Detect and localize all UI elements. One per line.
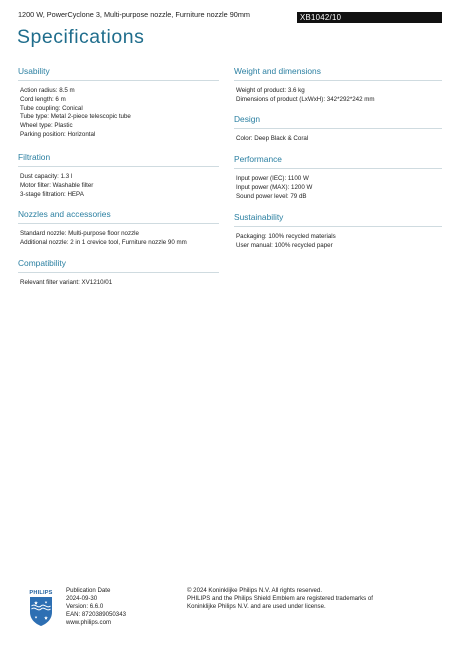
- trademark-line: PHILIPS and the Philips Shield Emblem are registered trademarks of: [187, 595, 373, 602]
- copyright-line: © 2024 Koninklijke Philips N.V. All rights reserved.: [187, 587, 323, 594]
- spec-item: Motor filter: Washable filter: [20, 181, 94, 189]
- section-divider: [234, 226, 442, 227]
- section-title: Usability: [18, 66, 50, 76]
- trademark-line: Koninklijke Philips N.V. and are used under license.: [187, 603, 326, 610]
- spec-item: 3-stage filtration: HEPA: [20, 190, 84, 198]
- spec-item: Input power (IEC): 1100 W: [236, 175, 309, 182]
- publication-date-label: Publication Date: [66, 587, 111, 594]
- page-title: Specifications: [17, 26, 145, 48]
- spec-item: Standard nozzle: Multi-purpose floor nozzle: [20, 230, 140, 237]
- section-weight-and-dimensions: [234, 66, 442, 105]
- spec-list: [234, 135, 442, 144]
- spec-item: User manual: 100% recycled paper: [236, 241, 333, 249]
- section-compatibility: [18, 258, 219, 288]
- section-title: Sustainability: [234, 212, 284, 222]
- spec-item: Tube type: Metal 2-piece telescopic tube: [20, 113, 131, 121]
- ean-code: EAN: 8720389050343: [66, 611, 126, 618]
- spec-item: Parking position: Horizontal: [20, 130, 96, 138]
- section-divider: [234, 128, 442, 129]
- logo-wordmark: PHILIPS: [29, 590, 53, 596]
- spec-item: Wheel type: Plastic: [20, 122, 73, 130]
- spec-item: Input power (MAX): 1200 W: [236, 183, 313, 191]
- section-divider: [18, 80, 219, 81]
- section-title: Compatibility: [18, 258, 66, 268]
- section-sustainability: [234, 212, 442, 251]
- spec-list: [18, 173, 219, 199]
- publication-info: [66, 587, 126, 627]
- spec-item: Color: Deep Black & Coral: [236, 135, 309, 142]
- spec-list: [234, 87, 442, 105]
- spec-list: [234, 233, 442, 251]
- section-title: Performance: [234, 154, 282, 164]
- spec-item: Cord length: 6 m: [20, 95, 66, 103]
- section-filtration: [18, 152, 219, 199]
- product-description: 1200 W, PowerCyclone 3, Multi-purpose nozzle, Furniture nozzle 90mm: [18, 10, 250, 19]
- spec-item: Weight of product: 3.6 kg: [236, 87, 305, 94]
- section-divider: [234, 80, 442, 81]
- spec-item: Sound power level: 79 dB: [236, 192, 307, 200]
- spec-list: [234, 175, 442, 201]
- header-bar: [18, 9, 442, 23]
- section-divider: [234, 168, 442, 169]
- section-design: [234, 114, 442, 144]
- spec-item: Dust capacity: 1.3 l: [20, 173, 73, 180]
- version: Version: 6.6.0: [66, 603, 104, 610]
- section-divider: [18, 166, 219, 167]
- section-divider: [18, 223, 219, 224]
- spec-item: Additional nozzle: 2 in 1 crevice tool, Furniture nozzle 90 mm: [20, 238, 187, 246]
- publication-date: 2024-09-30: [66, 595, 98, 602]
- spec-list: [18, 279, 219, 288]
- section-title: Nozzles and accessories: [18, 209, 111, 219]
- spec-item: Dimensions of product (LxWxH): 342*292*242 mm: [236, 95, 375, 103]
- section-divider: [18, 272, 219, 273]
- spec-item: Action radius: 8.5 m: [20, 87, 75, 94]
- section-usability: [18, 66, 219, 140]
- section-nozzles-and-accessories: [18, 209, 219, 248]
- section-title: Weight and dimensions: [234, 66, 321, 76]
- section-title: Design: [234, 114, 261, 124]
- section-title: Filtration: [18, 152, 51, 162]
- section-performance: [234, 154, 442, 201]
- legal-notice: [187, 587, 407, 611]
- spec-item: Relevant filter variant: XV1210/01: [20, 279, 113, 286]
- spec-item: Tube coupling: Conical: [20, 104, 83, 112]
- website-link[interactable]: www.philips.com: [66, 619, 112, 626]
- philips-shield-logo: [26, 588, 56, 628]
- spec-list: [18, 230, 219, 248]
- model-number-badge: XB1042/10: [297, 12, 442, 23]
- spec-list: [18, 87, 219, 140]
- spec-item: Packaging: 100% recycled materials: [236, 233, 336, 240]
